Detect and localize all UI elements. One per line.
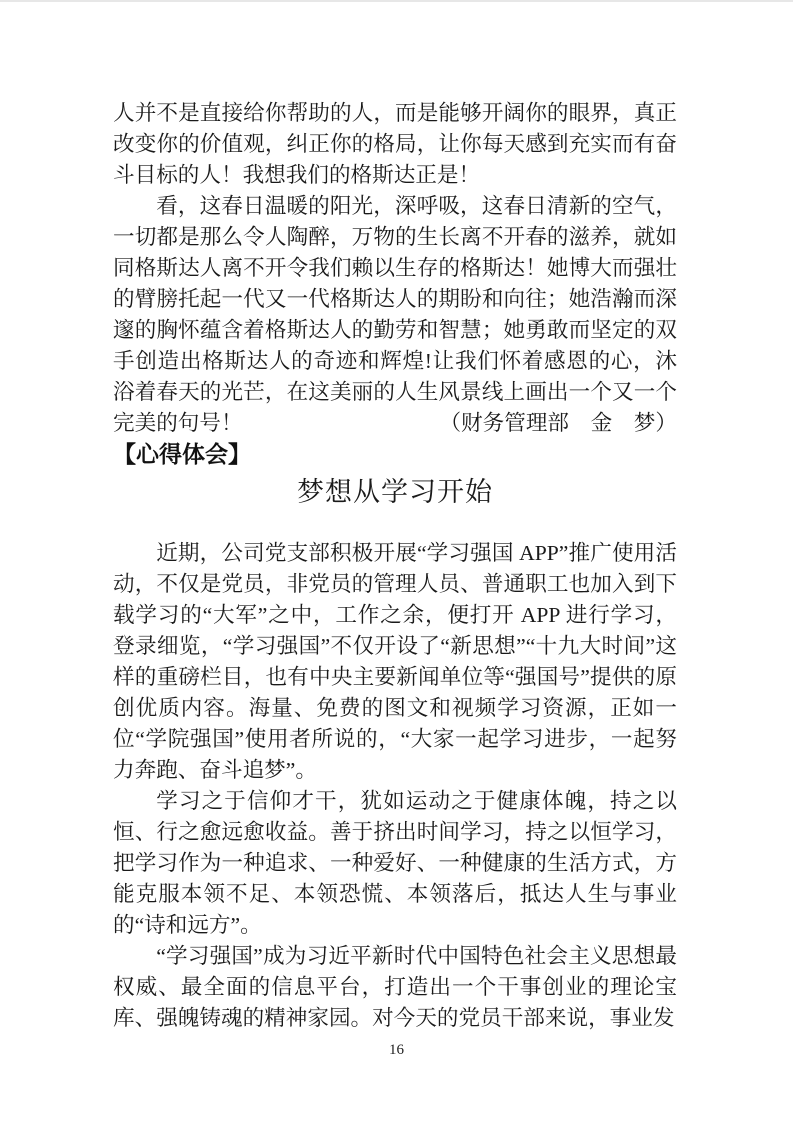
page-number: 16: [389, 1042, 404, 1058]
final-paragraph-text: 看，这春日温暖的阳光，深呼吸，这春日清新的空气，一切都是那么令人陶醉，万物的生长离不开春的滋养，就如同格斯达人离不开令我们赖以生存的格斯达！她博大而强壮的臂膀托起一代又一代格斯达人的期盼和向往；她浩瀚而深邃的胸怀蕴含着格斯达人的勤劳和智慧；她勇敢而坚定的双手创造出格斯达人的奇迹和辉煌!让我们怀着感恩的心，沐浴着春天的光芒，在这美丽的人生风景线上画出一个又一个完美的句号！: [113, 194, 677, 435]
prev-article-closing-paragraph: 人并不是直接给你帮助的人，而是能够开阔你的眼界，真正改变你的价值观，纠正你的格局，让你每天感到充实而有奋斗目标的人！我想我们的格斯达正是！: [113, 101, 677, 187]
author-attribution: （财务管理部 金 梦）: [439, 411, 677, 435]
section-header: 【心得体会】: [113, 442, 251, 467]
article-title: 梦想从学习开始: [297, 477, 493, 507]
article-paragraph-3: “学习强国”成为习近平新时代中国特色社会主义思想最权威、最全面的信息平台，打造出一个干事创业的理论宝库、强魄铸魂的精神家园。对今天的党员干部来说，事业发: [113, 944, 677, 1030]
prev-article-final-paragraph: [113, 191, 677, 439]
page-content: [113, 98, 677, 1034]
article-paragraph-1: 近期，公司党支部积极开展“学习强国 APP”推广使用活动，不仅是党员，非党员的管理人员、普通职工也加入到下载学习的“大军”之中，工作之余，便打开 APP 进行学习，登录细览，“学习强国”不仅开设了“新思想”“十九大时间”这样的重磅栏目，也有中央主要新闻单位等“强国号”提供的原创优质内容。海量、免费的图文和视频学习资源，正如一位“学院强国”使用者所说的，“大家一起学习进步，一起努力奔跑、奋斗追梦”。: [113, 541, 677, 782]
article-paragraph-2: 学习之于信仰才干，犹如运动之于健康体魄，持之以恒、行之愈远愈收益。善于挤出时间学习，持之以恒学习，把学习作为一种追求、一种爱好、一种健康的生活方式，方能克服本领不足、本领恐慌、本领落后，抵达人生与事业的“诗和远方”。: [113, 789, 677, 937]
